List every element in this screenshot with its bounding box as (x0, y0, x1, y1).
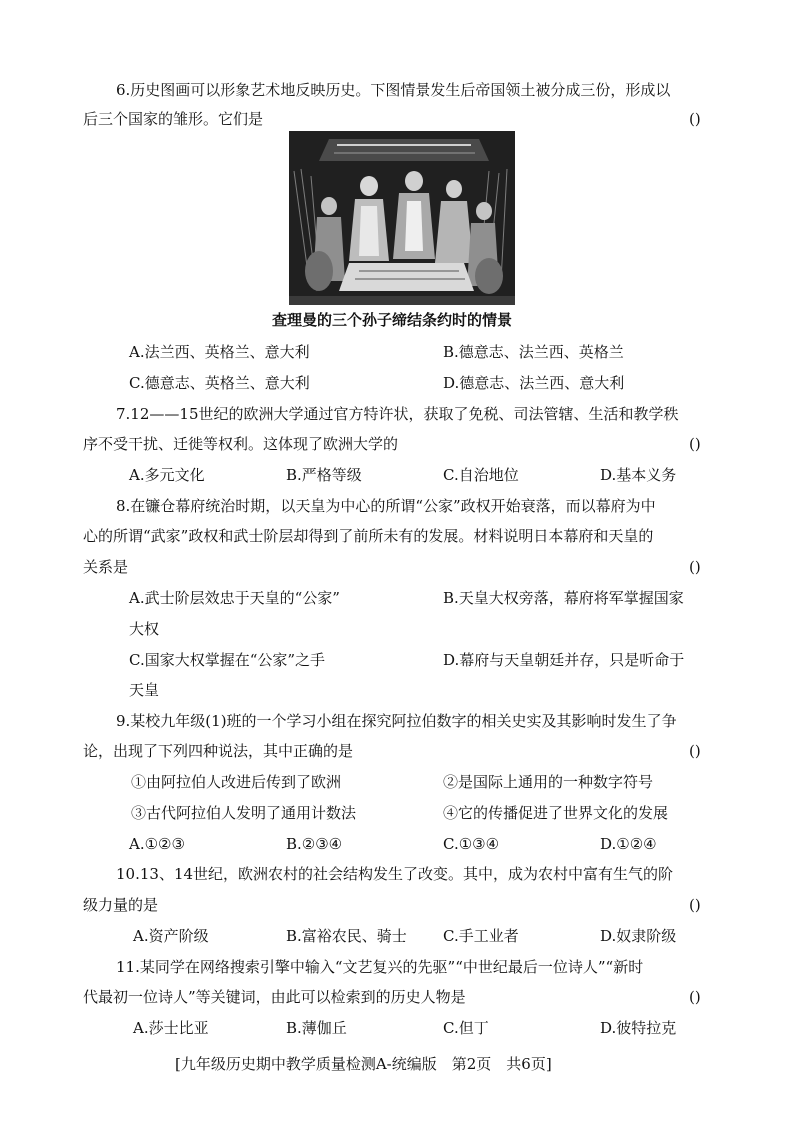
q11-option-b: B.薄伽丘 (286, 1019, 347, 1037)
q9-stem-line1: 9.某校九年级(1)班的一个学习小组在探究阿拉伯数字的相关史实及其影响时发生了争 (116, 712, 677, 730)
q8-option-b-cont: 大权 (129, 620, 160, 638)
q9-option-d: D.①②④ (600, 835, 657, 853)
q10-option-c: C.手工业者 (443, 927, 519, 945)
page-footer: [九年级历史期中教学质量检测A-统编版 第2页 共6页] (175, 1055, 552, 1073)
q7-stem-line1: 7.12——15世纪的欧洲大学通过官方特许状，获取了免税、司法管辖、生活和教学秩 (116, 405, 679, 423)
q10-option-d: D.奴隶阶级 (600, 927, 677, 945)
q7-answer-paren: () (689, 435, 701, 453)
q11-option-c: C.但丁 (443, 1019, 489, 1037)
q9-answer-paren: () (689, 742, 701, 760)
q11-stem-line1: 11.某同学在网络搜索引擎中输入“文艺复兴的先驱”“中世纪最后一位诗人”“新时 (116, 958, 644, 976)
q11-option-a: A.莎士比亚 (133, 1019, 209, 1037)
q8-stem-line3: 关系是 (83, 558, 129, 576)
q9-option-a: A.①②③ (129, 835, 185, 853)
q10-option-b: B.富裕农民、骑士 (286, 927, 407, 945)
q8-option-a: A.武士阶层效忠于天皇的“公家” (129, 589, 340, 607)
q8-option-d-cont: 天皇 (129, 681, 160, 699)
q6-option-a: A.法兰西、英格兰、意大利 (129, 343, 310, 361)
treaty-illustration (289, 131, 515, 305)
q9-statement-2: ②是国际上通用的一种数字符号 (443, 773, 654, 791)
q9-statement-3: ③古代阿拉伯人发明了通用计数法 (131, 804, 357, 822)
q7-stem-line2: 序不受干扰、迁徙等权利。这体现了欧洲大学的 (83, 435, 399, 453)
q9-stem-line2: 论，出现了下列四种说法，其中正确的是 (83, 742, 354, 760)
q9-statement-1: ①由阿拉伯人改进后传到了欧洲 (131, 773, 342, 791)
q11-answer-paren: () (689, 988, 701, 1006)
q9-option-b: B.②③④ (286, 835, 343, 853)
q10-option-a: A.资产阶级 (133, 927, 209, 945)
q10-answer-paren: () (689, 896, 701, 914)
q7-option-d: D.基本义务 (600, 466, 677, 484)
q10-stem-line2: 级力量的是 (83, 896, 159, 914)
q8-stem-line1: 8.在镰仓幕府统治时期，以天皇为中心的所谓“公家”政权开始衰落，而以幕府为中 (116, 497, 656, 515)
figure-caption: 查理曼的三个孙子缔结条约时的情景 (272, 311, 513, 329)
q7-option-a: A.多元文化 (129, 466, 205, 484)
q9-option-c: C.①③④ (443, 835, 500, 853)
q6-option-b: B.德意志、法兰西、英格兰 (443, 343, 624, 361)
q6-stem-line1: 6.历史图画可以形象艺术地反映历史。下图情景发生后帝国领土被分成三份，形成以 (116, 81, 671, 99)
q10-stem-line1: 10.13、14世纪，欧洲农村的社会结构发生了改变。其中，成为农村中富有生气的阶 (116, 865, 674, 883)
q8-stem-line2: 心的所谓“武家”政权和武士阶层却得到了前所未有的发展。材料说明日本幕府和天皇的 (83, 527, 654, 545)
q8-option-c: C.国家大权掌握在“公家”之手 (129, 651, 326, 669)
q9-statement-4: ④它的传播促进了世界文化的发展 (443, 804, 669, 822)
q11-stem-line2: 代最初一位诗人”等关键词，由此可以检索到的历史人物是 (83, 988, 466, 1006)
treaty-engraving-image (289, 131, 515, 305)
q6-option-c: C.德意志、英格兰、意大利 (129, 374, 310, 392)
q8-option-b: B.天皇大权旁落，幕府将军掌握国家 (443, 589, 684, 607)
q7-option-c: C.自治地位 (443, 466, 519, 484)
q11-option-d: D.彼特拉克 (600, 1019, 677, 1037)
q6-stem-line2: 后三个国家的雏形。它们是 (83, 110, 264, 128)
q8-option-d: D.幕府与天皇朝廷并存，只是听命于 (443, 651, 685, 669)
q7-option-b: B.严格等级 (286, 466, 362, 484)
q6-option-d: D.德意志、法兰西、意大利 (443, 374, 625, 392)
q8-answer-paren: () (689, 558, 701, 576)
q6-answer-paren: () (689, 110, 701, 128)
